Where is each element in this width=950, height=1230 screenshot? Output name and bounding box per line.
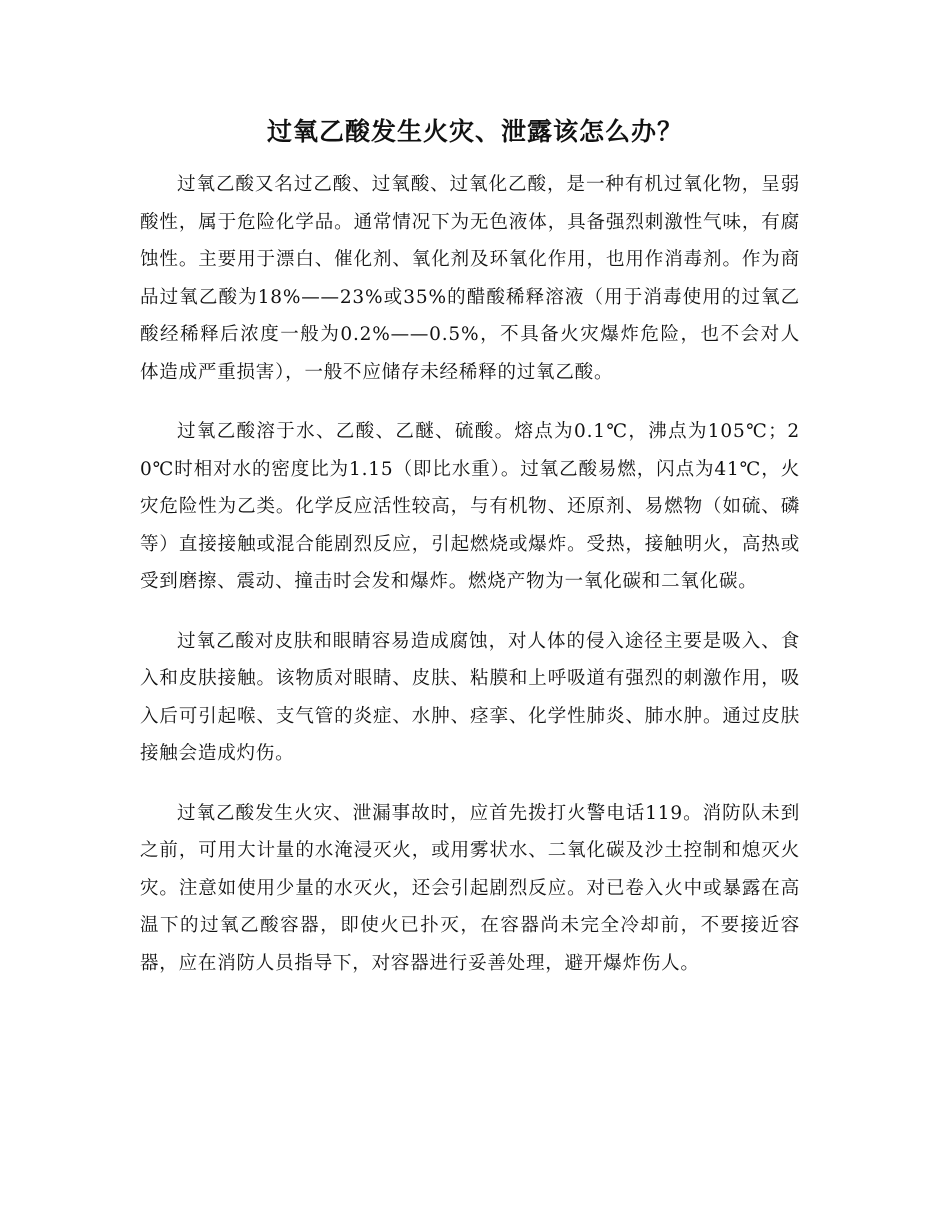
document-title: 过氧乙酸发生火灾、泄露该怎么办？ bbox=[266, 117, 683, 146]
paragraph-properties: 过氧乙酸溶于水、乙酸、乙醚、硫酸。熔点为0.1℃，沸点为105℃；20℃时相对水的密度比为1.15（即比水重）。过氧乙酸易燃，闪点为41℃，火灾危险性为乙类。化学反应活性较高，与有机物、还原剂、易燃物（如硫、磷等）直接接触或混合能剧烈反应，引起燃烧或爆炸。受热，接触明火，高热或受到磨擦、震动、撞击时会发和爆炸。燃烧产物为一氧化碳和二氧化碳。 bbox=[140, 421, 800, 592]
paragraph-emergency-response: 过氧乙酸发生火灾、泄漏事故时，应首先拨打火警电话119。消防队未到之前，可用大计量的水淹浸灭火，或用雾状水、二氧化碳及沙土控制和熄灭火灾。注意如使用少量的水灭火，还会引起剧烈反应。对已卷入火中或暴露在高温下的过氧乙酸容器，即使火已扑灭，在容器尚未完全冷却前，不要接近容器，应在消防人员指导下，对容器进行妥善处理，避开爆炸伤人。 bbox=[140, 802, 800, 974]
paragraph-health-hazards: 过氧乙酸对皮肤和眼睛容易造成腐蚀，对人体的侵入途径主要是吸入、食入和皮肤接触。该物质对眼睛、皮肤、粘膜和上呼吸道有强烈的刺激作用，吸入后可引起喉、支气管的炎症、水肿、痉挛、化学性肺炎、肺水肿。通过皮肤接触会造成灼伤。 bbox=[140, 630, 800, 764]
paragraph-intro: 过氧乙酸又名过乙酸、过氧酸、过氧化乙酸，是一种有机过氧化物，呈弱酸性，属于危险化学品。通常情况下为无色液体，具备强烈刺激性气味，有腐蚀性。主要用于漂白、催化剂、氧化剂及环氧化作用，也用作消毒剂。作为商品过氧乙酸为18%——23%或35%的醋酸稀释溶液（用于消毒使用的过氧乙酸经稀释后浓度一般为0.2%——0.5%，不具备火灾爆炸危险，也不会对人体造成严重损害），一般不应储存未经稀释的过氧乙酸。 bbox=[140, 174, 800, 383]
document-body bbox=[140, 166, 800, 982]
